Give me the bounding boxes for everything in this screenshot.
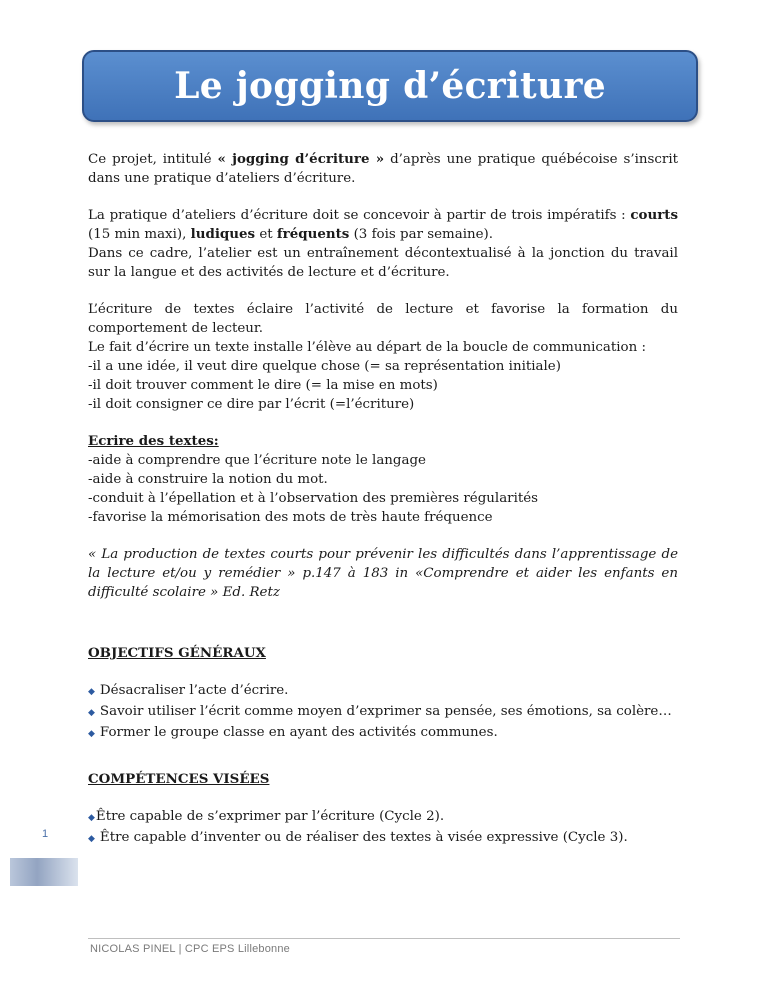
list-item — [88, 702, 678, 723]
ecrire-item: -conduit à l’épellation et à l’observation des premières régularités — [88, 491, 539, 506]
reference-quote: « La production de textes courts pour prévenir les difficultés dans l’apprentissage de la lecture et/ou y remédier » p.147 à 183 in «Comprendre et aider les enfants en difficulté scolaire » Ed. Retz — [88, 547, 678, 600]
imperatifs-paragraph — [88, 206, 678, 282]
ecrire-item: -aide à comprendre que l’écriture note le langage — [88, 453, 426, 468]
p3-line: -il doit consigner ce dire par l’écrit (=l’écriture) — [88, 397, 415, 412]
keyword-frequents: fréquents — [276, 226, 350, 242]
keyword-ludiques: ludiques — [190, 226, 256, 242]
objectifs-list — [88, 681, 678, 744]
page-footer: NICOLAS PINEL | CPC EPS Lillebonne — [90, 943, 291, 955]
title-banner — [82, 50, 698, 122]
list-item — [88, 723, 678, 744]
list-item-text: Être capable d’inventer ou de réaliser des textes à visée expressive (Cycle 3). — [99, 830, 628, 845]
diamond-bullet-icon: ◆ — [88, 729, 95, 739]
keyword-courts: courts — [630, 207, 678, 223]
competences-list — [88, 807, 678, 849]
p2-text: (15 min maxi), — [88, 227, 191, 242]
p3-line: -il a une idée, il veut dire quelque chose (= sa représentation initiale) — [88, 359, 561, 374]
diamond-bullet-icon: ◆ — [88, 687, 95, 697]
list-item-text: Être capable de s’exprimer par l’écriture (Cycle 2). — [95, 809, 445, 824]
objectifs-heading: OBJECTIFS GÉNÉRAUX — [88, 645, 266, 661]
page-number: 1 — [42, 828, 49, 840]
lecture-paragraph — [88, 300, 678, 414]
document-title: Le jogging d’écriture — [174, 65, 606, 107]
list-item — [88, 807, 678, 828]
p3-line: Le fait d’écrire un texte installe l’élève au départ de la boucle de communication : — [88, 340, 646, 355]
ecrire-item: -favorise la mémorisation des mots de très haute fréquence — [88, 510, 493, 525]
list-item-text: Savoir utiliser l’écrit comme moyen d’exprimer sa pensée, ses émotions, sa colère… — [99, 704, 672, 719]
intro-paragraph — [88, 150, 678, 188]
p2-line: Dans ce cadre, l’atelier est un entraînement décontextualisé à la jonction du travail sur la langue et des activités de lecture et d’écriture. — [88, 246, 678, 280]
document-body — [88, 150, 678, 875]
list-item-text: Former le groupe classe en ayant des activités communes. — [99, 725, 498, 740]
intro-text-end: d’après une pratique québécoise s’inscrit dans une pratique d’ateliers d’écriture. — [88, 152, 678, 186]
ecrire-heading: Ecrire des textes: — [88, 433, 219, 449]
list-item — [88, 681, 678, 702]
footer-divider — [88, 938, 680, 939]
competences-heading: COMPÉTENCES VISÉES — [88, 771, 270, 787]
p2-text: La pratique d’ateliers d’écriture doit se concevoir à partir de trois impératifs : — [88, 208, 631, 223]
ecrire-paragraph — [88, 432, 678, 527]
intro-bold: « jogging d’écriture » — [217, 151, 385, 167]
list-item-text: Désacraliser l’acte d’écrire. — [99, 683, 289, 698]
p3-line: -il doit trouver comment le dire (= la mise en mots) — [88, 378, 438, 393]
ecrire-item: -aide à construire la notion du mot. — [88, 472, 328, 487]
diamond-bullet-icon: ◆ — [88, 813, 95, 823]
p2-text: (3 fois par semaine). — [349, 227, 494, 242]
diamond-bullet-icon: ◆ — [88, 708, 95, 718]
intro-text: Ce projet, intitulé — [88, 152, 218, 167]
p3-line: L’écriture de textes éclaire l’activité de lecture et favorise la formation du comportement de lecteur. — [88, 302, 678, 336]
p2-text: et — [255, 227, 277, 242]
page-number-decoration — [10, 858, 78, 886]
diamond-bullet-icon: ◆ — [88, 834, 95, 844]
list-item — [88, 828, 678, 849]
